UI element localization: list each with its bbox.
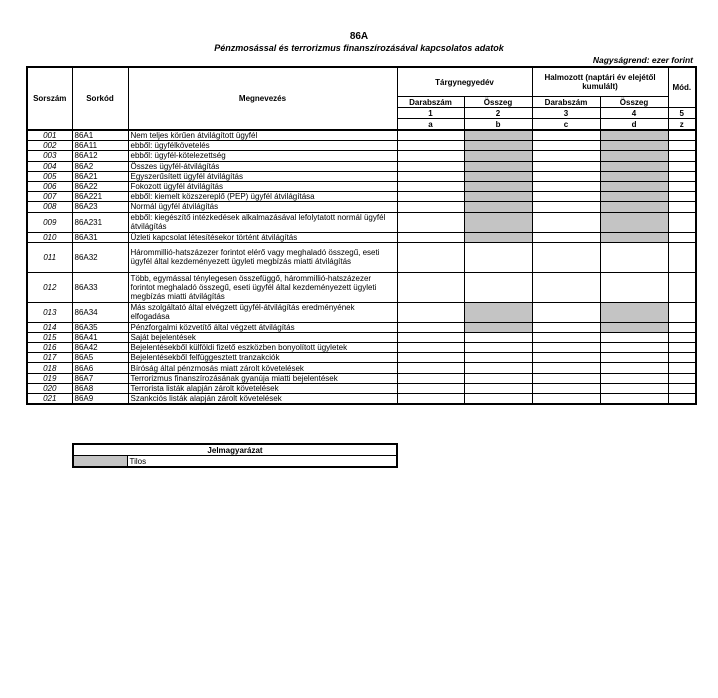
row-cell-disabled (600, 181, 668, 191)
row-cell-darabszam-2[interactable] (532, 181, 600, 191)
row-megnevezes: Terrorista listák alapján zárolt követelések (128, 383, 397, 393)
row-cell-disabled (464, 181, 532, 191)
col-osszeg-2: Összeg (600, 97, 668, 108)
row-cell-darabszam-2[interactable] (532, 151, 600, 161)
row-cell-disabled (600, 141, 668, 151)
row-cell-osszeg-1[interactable] (464, 394, 532, 405)
row-sorszam: 002 (27, 141, 72, 151)
table-row (27, 332, 696, 342)
row-cell-osszeg-2[interactable] (600, 353, 668, 363)
row-megnevezes: Saját bejelentések (128, 332, 397, 342)
row-cell-disabled (600, 322, 668, 332)
row-cell-mod[interactable] (668, 373, 696, 383)
row-cell-mod[interactable] (668, 212, 696, 232)
row-cell-darabszam-1[interactable] (397, 353, 464, 363)
row-sorkod: 86A34 (72, 302, 128, 322)
form-subtitle: Pénzmosással és terrorizmus finanszírozásával kapcsolatos adatok (214, 43, 504, 53)
row-cell-darabszam-2[interactable] (532, 212, 600, 232)
row-cell-disabled (600, 302, 668, 322)
row-cell-disabled (464, 161, 532, 171)
row-sorszam: 004 (27, 161, 72, 171)
row-cell-mod[interactable] (668, 192, 696, 202)
row-cell-darabszam-1[interactable] (397, 302, 464, 322)
row-sorszam: 007 (27, 192, 72, 202)
row-cell-osszeg-2[interactable] (600, 272, 668, 302)
row-cell-osszeg-1[interactable] (464, 272, 532, 302)
col-num: 2 (464, 108, 532, 119)
row-cell-mod[interactable] (668, 302, 696, 322)
col-darabszam-1: Darabszám (397, 97, 464, 108)
row-sorszam: 010 (27, 232, 72, 242)
row-sorszam: 012 (27, 272, 72, 302)
form-code: 86A (349, 31, 369, 42)
row-cell-disabled (600, 161, 668, 171)
row-megnevezes: Üzleti kapcsolat létesítésekor történt átvilágítás (128, 232, 397, 242)
row-cell-osszeg-1[interactable] (464, 343, 532, 353)
row-sorszam: 001 (27, 130, 72, 141)
row-cell-disabled (464, 232, 532, 242)
row-cell-osszeg-1[interactable] (464, 242, 532, 272)
col-num: 1 (397, 108, 464, 119)
row-sorszam: 015 (27, 332, 72, 342)
col-darabszam-2: Darabszám (532, 97, 600, 108)
row-cell-darabszam-1[interactable] (397, 130, 464, 141)
row-sorkod: 86A33 (72, 272, 128, 302)
table-row (27, 272, 696, 302)
row-cell-darabszam-2[interactable] (532, 141, 600, 151)
row-sorkod: 86A221 (72, 192, 128, 202)
row-cell-darabszam-1[interactable] (397, 202, 464, 212)
row-sorszam: 014 (27, 322, 72, 332)
row-cell-darabszam-1[interactable] (397, 161, 464, 171)
row-megnevezes: Összes ügyfél-átvilágítás (128, 161, 397, 171)
row-sorszam: 020 (27, 383, 72, 393)
row-cell-disabled (600, 171, 668, 181)
row-cell-disabled (464, 302, 532, 322)
row-cell-disabled (464, 151, 532, 161)
row-cell-disabled (600, 232, 668, 242)
col-letter: c (532, 119, 600, 131)
legend-title: Jelmagyarázat (73, 444, 397, 456)
table-row (27, 394, 696, 405)
col-letter: d (600, 119, 668, 131)
row-cell-mod[interactable] (668, 161, 696, 171)
row-sorszam: 013 (27, 302, 72, 322)
row-sorkod: 86A35 (72, 322, 128, 332)
row-cell-mod[interactable] (668, 181, 696, 191)
table-row (27, 242, 696, 272)
row-cell-mod[interactable] (668, 332, 696, 342)
row-cell-darabszam-2[interactable] (532, 130, 600, 141)
table-row (27, 343, 696, 353)
row-sorkod: 86A8 (72, 383, 128, 393)
row-megnevezes: ebből: kiemelt közszereplő (PEP) ügyfél átvilágítása (128, 192, 397, 202)
row-cell-osszeg-1[interactable] (464, 383, 532, 393)
row-sorkod: 86A7 (72, 373, 128, 383)
row-cell-disabled (600, 130, 668, 141)
row-megnevezes: Normál ügyfél átvilágítás (128, 202, 397, 212)
row-cell-darabszam-1[interactable] (397, 394, 464, 405)
row-cell-osszeg-1[interactable] (464, 332, 532, 342)
row-cell-disabled (464, 141, 532, 151)
unit-label: Nagyságrend: ezer forint (592, 55, 693, 65)
legend-swatch (73, 456, 127, 468)
row-sorszam: 021 (27, 394, 72, 405)
row-sorkod: 86A32 (72, 242, 128, 272)
col-letter: z (668, 119, 696, 131)
row-cell-disabled (464, 192, 532, 202)
row-cell-darabszam-1[interactable] (397, 151, 464, 161)
table-row (27, 363, 696, 373)
row-cell-disabled (464, 171, 532, 181)
row-cell-osszeg-1[interactable] (464, 363, 532, 373)
row-cell-darabszam-2[interactable] (532, 343, 600, 353)
row-sorszam: 019 (27, 373, 72, 383)
row-cell-mod[interactable] (668, 322, 696, 332)
row-cell-osszeg-2[interactable] (600, 383, 668, 393)
row-megnevezes: Hárommillió-hatszázezer forintot elérő vagy meghaladó összegű, eseti ügyfél által kezdeményezett ügyleti megbízás miatti átvilágítás (128, 242, 397, 272)
row-cell-darabszam-1[interactable] (397, 332, 464, 342)
row-cell-darabszam-2[interactable] (532, 202, 600, 212)
row-cell-darabszam-2[interactable] (532, 363, 600, 373)
row-cell-darabszam-2[interactable] (532, 171, 600, 181)
row-cell-mod[interactable] (668, 232, 696, 242)
table-row (27, 322, 696, 332)
row-cell-darabszam-2[interactable] (532, 242, 600, 272)
row-cell-mod[interactable] (668, 242, 696, 272)
row-sorszam: 017 (27, 353, 72, 363)
row-sorkod: 86A9 (72, 394, 128, 405)
row-sorszam: 009 (27, 212, 72, 232)
row-megnevezes: Több, egymással ténylegesen összefüggő, hárommillió-hatszázezer forintot meghaladó összegű, eseti ügyfél által kezdeményezett ügyleti megbízás miatti átvilágítás (128, 272, 397, 302)
row-cell-darabszam-1[interactable] (397, 272, 464, 302)
row-cell-darabszam-2[interactable] (532, 272, 600, 302)
row-cell-darabszam-1[interactable] (397, 343, 464, 353)
row-sorszam: 005 (27, 171, 72, 181)
row-megnevezes: Bejelentésekből felfüggesztett tranzakciók (128, 353, 397, 363)
row-megnevezes: Szankciós listák alapján zárolt követelések (128, 394, 397, 405)
row-sorszam: 018 (27, 363, 72, 373)
col-num: 5 (668, 108, 696, 119)
row-megnevezes: ebből: ügyfélkövetelés (128, 141, 397, 151)
row-cell-osszeg-1[interactable] (464, 353, 532, 363)
col-letter: b (464, 119, 532, 131)
row-cell-disabled (464, 202, 532, 212)
row-sorszam: 008 (27, 202, 72, 212)
row-cell-darabszam-1[interactable] (397, 383, 464, 393)
row-cell-darabszam-2[interactable] (532, 353, 600, 363)
table-row (27, 130, 696, 141)
row-cell-darabszam-2[interactable] (532, 322, 600, 332)
row-megnevezes: Bejelentésekből külföldi fizető eszközben bonyolított ügyletek (128, 343, 397, 353)
row-cell-darabszam-2[interactable] (532, 394, 600, 405)
table-row (27, 302, 696, 322)
row-cell-darabszam-1[interactable] (397, 242, 464, 272)
row-sorszam: 006 (27, 181, 72, 191)
row-cell-disabled (464, 130, 532, 141)
table-row (27, 353, 696, 363)
col-osszeg-1: Összeg (464, 97, 532, 108)
row-cell-darabszam-2[interactable] (532, 232, 600, 242)
row-cell-darabszam-1[interactable] (397, 363, 464, 373)
row-sorkod: 86A11 (72, 141, 128, 151)
row-cell-darabszam-1[interactable] (397, 141, 464, 151)
row-cell-osszeg-1[interactable] (464, 373, 532, 383)
row-cell-darabszam-2[interactable] (532, 332, 600, 342)
col-sorkod: Sorkód (72, 67, 128, 130)
row-megnevezes: Terrorizmus finanszírozásának gyanúja miatti bejelentések (128, 373, 397, 383)
row-sorszam: 003 (27, 151, 72, 161)
row-sorkod: 86A42 (72, 343, 128, 353)
row-megnevezes: Fokozott ügyfél átvilágítás (128, 181, 397, 191)
row-cell-darabszam-2[interactable] (532, 302, 600, 322)
col-letter: a (397, 119, 464, 131)
row-cell-darabszam-1[interactable] (397, 171, 464, 181)
table-row (27, 192, 696, 202)
legend-item-label: Tilos (127, 456, 397, 468)
row-cell-darabszam-1[interactable] (397, 232, 464, 242)
legend-table (72, 443, 398, 468)
row-cell-mod[interactable] (668, 130, 696, 141)
row-megnevezes: ebből: ügyfél-kötelezettség (128, 151, 397, 161)
row-cell-mod[interactable] (668, 151, 696, 161)
row-cell-mod[interactable] (668, 394, 696, 405)
col-num: 4 (600, 108, 668, 119)
row-cell-darabszam-1[interactable] (397, 373, 464, 383)
row-megnevezes: Más szolgáltató által elvégzett ügyfél-átvilágítás eredményének elfogadása (128, 302, 397, 322)
row-cell-mod[interactable] (668, 343, 696, 353)
row-cell-mod[interactable] (668, 353, 696, 363)
row-cell-disabled (600, 151, 668, 161)
row-cell-disabled (600, 212, 668, 232)
row-sorkod: 86A12 (72, 151, 128, 161)
table-row (27, 212, 696, 232)
row-cell-osszeg-2[interactable] (600, 363, 668, 373)
row-megnevezes: Nem teljes körűen átvilágított ügyfél (128, 130, 397, 141)
row-sorkod: 86A41 (72, 332, 128, 342)
row-cell-disabled (600, 192, 668, 202)
row-cell-disabled (464, 212, 532, 232)
row-cell-darabszam-2[interactable] (532, 373, 600, 383)
row-sorkod: 86A231 (72, 212, 128, 232)
table-row (27, 373, 696, 383)
table-row (27, 151, 696, 161)
col-num: 3 (532, 108, 600, 119)
row-cell-darabszam-2[interactable] (532, 383, 600, 393)
row-megnevezes: Egyszerűsített ügyfél átvilágítás (128, 171, 397, 181)
row-cell-darabszam-2[interactable] (532, 192, 600, 202)
col-mod: Mód. (668, 67, 696, 108)
row-sorkod: 86A6 (72, 363, 128, 373)
row-sorkod: 86A21 (72, 171, 128, 181)
row-cell-osszeg-2[interactable] (600, 343, 668, 353)
row-cell-disabled (600, 202, 668, 212)
row-sorkod: 86A22 (72, 181, 128, 191)
row-sorszam: 016 (27, 343, 72, 353)
row-cell-mod[interactable] (668, 383, 696, 393)
row-sorszam: 011 (27, 242, 72, 272)
col-halmozott: Halmozott (naptári év elejétől kumulált) (532, 67, 668, 97)
row-megnevezes: ebből: kiegészítő intézkedések alkalmazásával lefolytatott normál ügyfél átvilágítás (128, 212, 397, 232)
row-cell-darabszam-2[interactable] (532, 161, 600, 171)
row-megnevezes: Bíróság által pénzmosás miatt zárolt követelések (128, 363, 397, 373)
row-sorkod: 86A1 (72, 130, 128, 141)
table-row (27, 383, 696, 393)
row-cell-osszeg-2[interactable] (600, 242, 668, 272)
row-cell-osszeg-2[interactable] (600, 332, 668, 342)
row-cell-darabszam-1[interactable] (397, 212, 464, 232)
row-sorkod: 86A5 (72, 353, 128, 363)
table-row (27, 161, 696, 171)
table-row (27, 141, 696, 151)
table-row (27, 171, 696, 181)
row-megnevezes: Pénzforgalmi közvetítő által végzett átvilágítás (128, 322, 397, 332)
row-sorkod: 86A23 (72, 202, 128, 212)
row-cell-mod[interactable] (668, 363, 696, 373)
col-targynegyedev: Tárgynegyedév (397, 67, 532, 97)
row-cell-disabled (464, 322, 532, 332)
col-megnevezes: Megnevezés (128, 67, 397, 130)
row-sorkod: 86A2 (72, 161, 128, 171)
row-sorkod: 86A31 (72, 232, 128, 242)
row-cell-osszeg-2[interactable] (600, 373, 668, 383)
row-cell-mod[interactable] (668, 272, 696, 302)
row-cell-osszeg-2[interactable] (600, 394, 668, 405)
row-cell-mod[interactable] (668, 141, 696, 151)
table-row (27, 202, 696, 212)
col-sorszam: Sorszám (27, 67, 72, 130)
row-cell-darabszam-1[interactable] (397, 322, 464, 332)
data-table (26, 66, 697, 405)
row-cell-mod[interactable] (668, 202, 696, 212)
table-row (27, 232, 696, 242)
table-row (27, 181, 696, 191)
row-cell-mod[interactable] (668, 171, 696, 181)
row-cell-darabszam-1[interactable] (397, 192, 464, 202)
row-cell-darabszam-1[interactable] (397, 181, 464, 191)
